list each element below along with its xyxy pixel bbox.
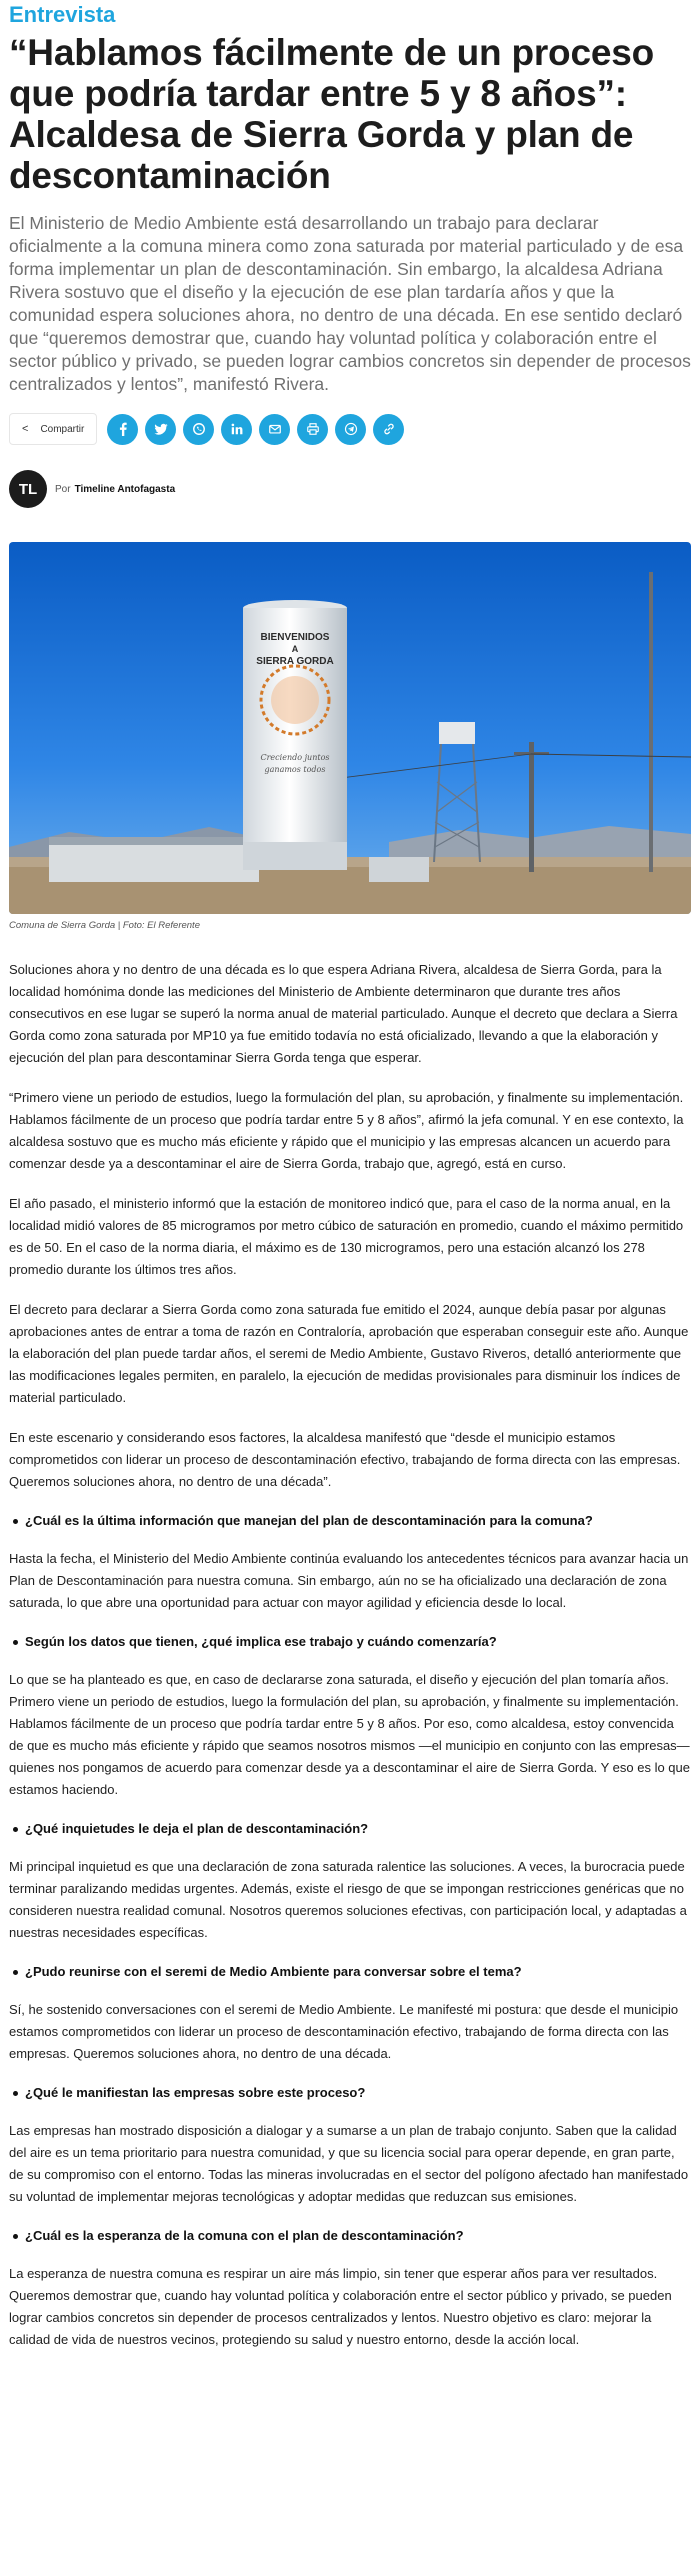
copy-link-icon <box>382 422 396 436</box>
facebook-share-button[interactable] <box>107 414 138 445</box>
tower-text-2: A <box>291 644 299 654</box>
interview-question: ¿Cuál es la última información que manejan del plan de descontaminación para la comuna? <box>9 1511 691 1531</box>
interview-answer: Lo que se ha planteado es que, en caso de declararse zona saturada, el diseño y ejecución del plan tomaría años. Primero viene un periodo de estudios, luego la formulación del plan, su aprobación, y finalmente su implementación. Hablamos fácilmente de un proceso que podría tardar entre 5 y 8 años. Por eso, como alcaldesa, estoy convencida de que es mucho más eficiente y rápido que seamos nosotros mismos —el municipio en conjunto con las empresas— quienes nos pongamos de acuerdo para comenzar desde ya a descontaminar el aire de Sierra Gorda. Y eso es lo que estamos haciendo. <box>9 1672 691 1797</box>
interview-question: ¿Pudo reunirse con el seremi de Medio Ambiente para conversar sobre el tema? <box>9 1962 691 1982</box>
author-avatar-letters: TL <box>18 480 38 498</box>
paragraph: En este escenario y considerando esos factores, la alcaldesa manifestó que “desde el municipio estamos comprometidos con liderar un proceso de descontaminación efectivo, trabajando de forma directa con las empresas. Queremos soluciones ahora, no dentro de una década”. <box>9 1430 681 1489</box>
twitter-share-button[interactable] <box>145 414 176 445</box>
linkedin-icon <box>230 422 244 436</box>
tower-text-5: ganamos todos <box>264 765 326 774</box>
linkedin-share-button[interactable] <box>221 414 252 445</box>
hero-caption: Comuna de Sierra Gorda | Foto: El Referente <box>9 920 200 931</box>
category-link[interactable]: Entrevista <box>9 2 116 27</box>
share-icon: < <box>22 423 29 435</box>
telegram-share-button[interactable] <box>335 414 366 445</box>
hero-photo-illustration <box>9 542 691 914</box>
article-lead: El Ministerio de Medio Ambiente está desarrollando un trabajo para declarar oficialmente a la comuna minera como zona saturada por material particulado y de esa forma implementar un plan de descontaminación. Sin embargo, la alcaldesa Adriana Rivera sostuvo que el diseño y la ejecución de ese plan tardaría años y que la comunidad espera soluciones ahora, no dentro de una década. En ese sentido declaró que “queremos demostrar que, cuando hay voluntad política y colaboración entre el sector público y privado, se pueden lograr cambios concretos sin depender de procesos centralizados y lentos”, manifestó Rivera. <box>9 213 691 394</box>
paragraph: “Primero viene un periodo de estudios, luego la formulación del plan, su aprobación, y finalmente su implementación. Hablamos fácilmente de un proceso que podría tardar entre 5 y 8 años”, afirmó la jefa comunal. Y en ese contexto, la alcaldesa sostuvo que es mucho más eficiente y rápido que el municipio y las empresas alcancen un acuerdo para comenzar desde ya a descontaminar el aire de Sierra Gorda, trabajo que, agregó, está en curso. <box>9 1090 684 1171</box>
tower-text-3: SIERRA GORDA <box>256 656 334 667</box>
whatsapp-share-button[interactable] <box>183 414 214 445</box>
author-avatar[interactable] <box>9 470 47 508</box>
print-icon <box>306 422 320 436</box>
interview-answer: Hasta la fecha, el Ministerio del Medio Ambiente continúa evaluando los antecedentes técnicos para avanzar hacia un Plan de Descontaminación para nuestra comuna. Sin embargo, aún no se ha oficializado una declaración de zona saturada, lo que abre una oportunidad para actuar con mayor agilidad y eficiencia desde lo local. <box>9 1551 689 1610</box>
paragraph: Soluciones ahora y no dentro de una década es lo que espera Adriana Rivera, alcaldesa de Sierra Gorda, para la localidad homónima donde las mediciones del Ministerio de Ambiente determinaron que durante tres años consecutivos en ese lugar se superó la norma anual de material particulado. Aunque el decreto que declara a Sierra Gorda como zona saturada por MP10 ya fue emitido todavía no está oficializado, llevando a que la elaboración y ejecución del plan para descontaminar Sierra Gorda tenga que esperar. <box>9 962 678 1065</box>
interview-answer: La esperanza de nuestra comuna es respirar un aire más limpio, sin tener que esperar años para ver resultados. Queremos demostrar que, cuando hay voluntad política y colaboración entre el sector público y privado, se pueden lograr cambios concretos sin depender de procesos centralizados y lentos. Nuestro objetivo es claro: mejorar la calidad de vida de nuestros vecinos, protegiendo su salud y nuestro entorno, desde la acción local. <box>9 2266 672 2347</box>
print-share-button[interactable] <box>297 414 328 445</box>
interview-question: Según los datos que tienen, ¿qué implica ese trabajo y cuándo comenzaría? <box>9 1632 691 1652</box>
share-toggle-button[interactable] <box>9 413 97 445</box>
share-label: Compartir <box>40 423 85 435</box>
interview-answer: Mi principal inquietud es que una declaración de zona saturada ralentice las soluciones. A veces, la burocracia puede terminar paralizando medidas urgentes. Además, existe el riesgo de que se impongan restricciones genéricas que no consideren nuestra realidad comunal. Nosotros queremos soluciones efectivas, con participación local, y adaptadas a nuestras necesidades específicas. <box>9 1859 687 1940</box>
paragraph: El decreto para declarar a Sierra Gorda como zona saturada fue emitido el 2024, aunque debía pasar por algunas aprobaciones antes de entrar a toma de razón en Contraloría, aprobación que esperaban conseguir este año. Aunque la elaboración del plan puede tardar años, el seremi de Medio Ambiente, Gustavo Riveros, detalló anteriormente que las modificaciones legales permiten, en paralelo, la ejecución de medidas provisionales para disminuir los índices de material particulado. <box>9 1302 689 1405</box>
building <box>49 842 259 882</box>
email-share-button[interactable] <box>259 414 290 445</box>
author-prefix: Por <box>55 483 71 495</box>
author-name-link[interactable]: Timeline Antofagasta <box>74 483 176 495</box>
telegram-icon <box>344 422 358 436</box>
article-headline: “Hablamos fácilmente de un proceso que podría tardar entre 5 y 8 años”: Alcaldesa de Sierra Gorda y plan de descontaminación <box>9 32 654 196</box>
copy-link-share-button[interactable] <box>373 414 404 445</box>
tower-text-4: Creciendo juntos <box>260 753 330 762</box>
welcome-tower <box>243 600 347 870</box>
interview-answer: Sí, he sostenido conversaciones con el seremi de Medio Ambiente. Le manifesté mi postura: que desde el municipio estamos comprometidos con liderar un proceso de descontaminación efectivo, trabajando de forma directa con las empresas. Queremos soluciones ahora, no dentro de una década. <box>9 2002 679 2061</box>
interview-question: ¿Qué le manifiestan las empresas sobre este proceso? <box>9 2083 691 2103</box>
twitter-icon <box>154 422 168 436</box>
facebook-icon <box>116 422 130 436</box>
interview-answer: Las empresas han mostrado disposición a dialogar y a sumarse a un plan de trabajo conjunto. Saben que la calidad del aire es un tema prioritario para nuestra comunidad, y que su licencia social para operar depende, en gran parte, de su compromiso con el entorno. Todas las mineras involucradas en el sector del polígono afectado han manifestado su voluntad de implementar mejoras tecnológicas y adoptar medidas que reduzcan sus emisiones. <box>9 2123 689 2204</box>
email-icon <box>268 422 282 436</box>
author-byline <box>9 470 691 508</box>
article-body <box>9 959 691 2351</box>
whatsapp-icon <box>192 422 206 436</box>
share-bar <box>9 412 691 446</box>
interview-question: ¿Cuál es la esperanza de la comuna con el plan de descontaminación? <box>9 2226 691 2246</box>
paragraph: El año pasado, el ministerio informó que la estación de monitoreo indicó que, para el caso de la norma anual, en la localidad midió valores de 85 microgramos por metro cúbico de saturación en promedio, cuando el máximo permitido es de 50. En el caso de la norma diaria, el máximo es de 130 microgramos, pero una estación alcanzó los 278 promedio durante los últimos tres años. <box>9 1196 684 1277</box>
hero-image <box>9 542 691 914</box>
interview-question: ¿Qué inquietudes le deja el plan de descontaminación? <box>9 1819 691 1839</box>
tower-text-1: BIENVENIDOS <box>260 632 330 643</box>
